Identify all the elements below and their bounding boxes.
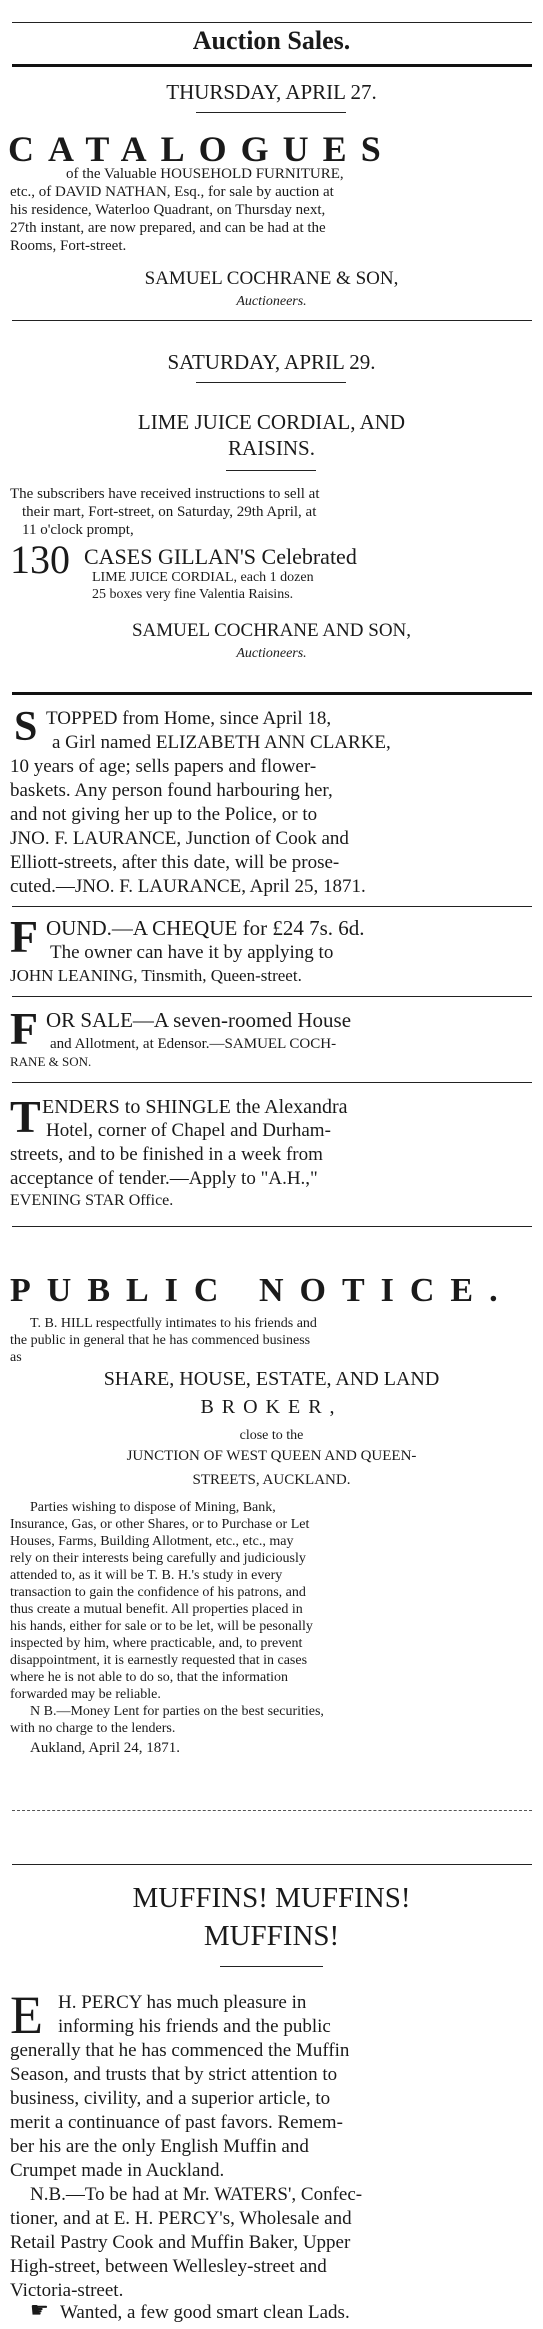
muffins-line13: Victoria-street. bbox=[10, 2280, 124, 2301]
ad1-date: THURSDAY, APRIL 27. bbox=[166, 80, 377, 104]
public-notice-nb: N B.—Money Lent for parties on the best securities, bbox=[30, 1704, 324, 1719]
ad2-item-line3: 25 boxes very fine Valentia Raisins. bbox=[92, 587, 294, 602]
public-notice-body11: where he is not able to do so, that the information bbox=[10, 1670, 288, 1685]
pointing-hand-icon: ☛ bbox=[30, 2298, 49, 2322]
ad2-auctioneer: SAMUEL COCHRANE AND SON, bbox=[131, 620, 412, 641]
found-end-rule bbox=[12, 996, 532, 997]
ad2-headline-line1: LIME JUICE CORDIAL, AND bbox=[137, 410, 406, 434]
muffins-line10: tioner, and at E. H. PERCY's, Wholesale and bbox=[10, 2208, 352, 2229]
muffins-wanted: Wanted, a few good smart clean Lads. bbox=[60, 2302, 350, 2323]
ad2-item-line2: LIME JUICE CORDIAL, each 1 dozen bbox=[92, 570, 314, 585]
public-notice-nb2: with no charge to the lenders. bbox=[10, 1721, 176, 1736]
muffins-line12: High-street, between Wellesley-street and bbox=[10, 2256, 327, 2277]
muffins-drop-cap: E bbox=[10, 1985, 43, 2045]
public-notice-body7: thus create a mutual benefit. All properties placed in bbox=[10, 1602, 303, 1617]
tenders-line4: acceptance of tender.—Apply to "A.H.," bbox=[10, 1168, 318, 1189]
public-notice-close-to: close to the bbox=[239, 1428, 304, 1443]
stopped-line4: baskets. Any person found harbouring her, bbox=[10, 780, 333, 801]
ad1-body-line5: Rooms, Fort-street. bbox=[10, 238, 127, 254]
public-notice-intro1: T. B. HILL respectfully intimates to his friends and bbox=[30, 1316, 317, 1331]
forsale-line1: OR SALE—A seven-roomed House bbox=[46, 1008, 352, 1032]
stopped-line6: JNO. F. LAURANCE, Junction of Cook and bbox=[10, 828, 349, 849]
public-notice-body5: attended to, as it will be T. B. H.'s study in every bbox=[10, 1568, 283, 1583]
public-notice-intro2: the public in general that he has commenced business bbox=[10, 1333, 311, 1348]
found-line1: OUND.—A CHEQUE for £24 7s. 6d. bbox=[46, 916, 365, 940]
muffins-line8: Crumpet made in Auckland. bbox=[10, 2160, 225, 2181]
public-notice-junction2: STREETS, AUCKLAND. bbox=[192, 1472, 351, 1488]
muffins-line1: H. PERCY has much pleasure in bbox=[58, 1992, 307, 2013]
tenders-line3: streets, and to be finished in a week from bbox=[10, 1144, 323, 1165]
section-title: Auction Sales. bbox=[192, 26, 351, 55]
section-title-rule bbox=[12, 64, 532, 67]
public-notice-body4: rely on their interests being carefully and judiciously bbox=[10, 1551, 306, 1566]
ad2-date-rule bbox=[196, 382, 346, 383]
muffins-top-rule bbox=[12, 1864, 532, 1865]
public-notice-title2: BROKER, bbox=[200, 1396, 343, 1418]
forsale-end-rule bbox=[12, 1082, 532, 1083]
ad1-body-line1: of the Valuable HOUSEHOLD FURNITURE, bbox=[66, 166, 344, 182]
ad1-role: Auctioneers. bbox=[236, 294, 307, 309]
ad2-end-rule bbox=[12, 692, 532, 695]
muffins-headline-rule bbox=[220, 1966, 323, 1967]
muffins-line9: N.B.—To be had at Mr. WATERS', Confec- bbox=[30, 2184, 363, 2205]
ad1-body-line2: etc., of DAVID NATHAN, Esq., for sale by auction at bbox=[10, 184, 334, 200]
ad2-headline-line2: RAISINS. bbox=[228, 436, 315, 460]
tenders-end-rule bbox=[12, 1226, 532, 1227]
top-rule bbox=[12, 22, 532, 23]
tenders-drop-cap: T bbox=[10, 1091, 41, 1142]
ad1-body-line4: 27th instant, are now prepared, and can be had at the bbox=[10, 220, 326, 236]
ad1-body-line3: his residence, Waterloo Quadrant, on Thursday next, bbox=[10, 202, 326, 218]
ad2-role: Auctioneers. bbox=[236, 646, 307, 661]
ad2-quantity: 130 bbox=[10, 537, 70, 582]
ad2-body-line3: 11 o'clock prompt, bbox=[22, 522, 134, 538]
found-line3: JOHN LEANING, Tinsmith, Queen-street. bbox=[10, 966, 302, 985]
muffins-line7: ber his are the only English Muffin and bbox=[10, 2136, 309, 2157]
stopped-end-rule bbox=[12, 906, 532, 907]
public-notice-body12: forwarded may be reliable. bbox=[10, 1687, 161, 1702]
public-notice-body10: disappointment, it is earnestly requested that in cases bbox=[10, 1653, 308, 1668]
stopped-line5: and not giving her up to the Police, or to bbox=[10, 804, 318, 825]
forsale-line2: and Allotment, at Edensor.—SAMUEL COCH- bbox=[50, 1036, 337, 1052]
tenders-line2: Hotel, corner of Chapel and Durham- bbox=[46, 1120, 331, 1141]
ad2-item-line1: CASES GILLAN'S Celebrated bbox=[84, 544, 357, 569]
public-notice-title1: SHARE, HOUSE, ESTATE, AND LAND bbox=[103, 1368, 440, 1390]
ad2-body-line2: their mart, Fort-street, on Saturday, 29th April, at bbox=[22, 504, 317, 520]
muffins-headline2: MUFFINS! bbox=[203, 1920, 340, 1952]
ad1-end-rule bbox=[12, 320, 532, 321]
tenders-line1: ENDERS to SHINGLE the Alexandra bbox=[42, 1096, 348, 1118]
public-notice-body3: Houses, Farms, Building Allotment, etc., etc., may bbox=[10, 1534, 294, 1549]
muffins-headline1: MUFFINS! MUFFINS! bbox=[132, 1882, 411, 1914]
muffins-line6: merit a continuance of past favors. Remem- bbox=[10, 2112, 343, 2133]
stopped-line7: Elliott-streets, after this date, will be prose- bbox=[10, 852, 340, 873]
ad2-headline-rule bbox=[226, 470, 316, 471]
ad2-body-line1: The subscribers have received instructions to sell at bbox=[10, 486, 320, 502]
stopped-line8: cuted.—JNO. F. LAURANCE, April 25, 1871. bbox=[10, 876, 366, 897]
public-notice-body6: transaction to gain the confidence of his patrons, and bbox=[10, 1585, 306, 1600]
stopped-line3: 10 years of age; sells papers and flower- bbox=[10, 756, 317, 777]
muffins-line4: Season, and trusts that by strict attention to bbox=[10, 2064, 338, 2085]
public-notice-end-rule bbox=[12, 1810, 532, 1811]
ad2-date: SATURDAY, APRIL 29. bbox=[167, 350, 376, 374]
found-drop-cap: F bbox=[10, 911, 39, 962]
stopped-drop-cap: S bbox=[14, 704, 38, 750]
muffins-line11: Retail Pastry Cook and Muffin Baker, Upper bbox=[10, 2232, 351, 2253]
found-line2: The owner can have it by applying to bbox=[50, 942, 334, 963]
public-notice-dateline: Aukland, April 24, 1871. bbox=[30, 1740, 180, 1756]
ad1-auctioneer: SAMUEL COCHRANE & SON, bbox=[144, 268, 399, 289]
public-notice-body8: his hands, either for sale or to be let, will be pesonally bbox=[10, 1619, 313, 1634]
muffins-line3: generally that he has commenced the Muffin bbox=[10, 2040, 350, 2061]
public-notice-headline: PUBLIC NOTICE. bbox=[10, 1272, 514, 1309]
forsale-line3: RANE & SON. bbox=[10, 1054, 92, 1069]
public-notice-body2: Insurance, Gas, or other Shares, or to Purchase or Let bbox=[10, 1517, 310, 1532]
forsale-drop-cap: F bbox=[10, 1003, 39, 1054]
public-notice-body9: inspected by him, where practicable, and, to prevent bbox=[10, 1636, 303, 1651]
muffins-line5: business, civility, and a superior article, to bbox=[10, 2088, 331, 2109]
ad1-date-rule bbox=[196, 112, 346, 113]
stopped-line2: a Girl named ELIZABETH ANN CLARKE, bbox=[52, 732, 391, 753]
stopped-line1: TOPPED from Home, since April 18, bbox=[46, 708, 332, 729]
public-notice-junction1: JUNCTION OF WEST QUEEN AND QUEEN- bbox=[126, 1448, 417, 1464]
public-notice-body1: Parties wishing to dispose of Mining, Bank, bbox=[30, 1500, 276, 1515]
ad1-headline: CATALOGUES bbox=[8, 129, 395, 169]
muffins-line2: informing his friends and the public bbox=[58, 2016, 331, 2037]
tenders-line5: EVENING STAR Office. bbox=[10, 1192, 174, 1209]
public-notice-intro3: as bbox=[10, 1350, 22, 1365]
